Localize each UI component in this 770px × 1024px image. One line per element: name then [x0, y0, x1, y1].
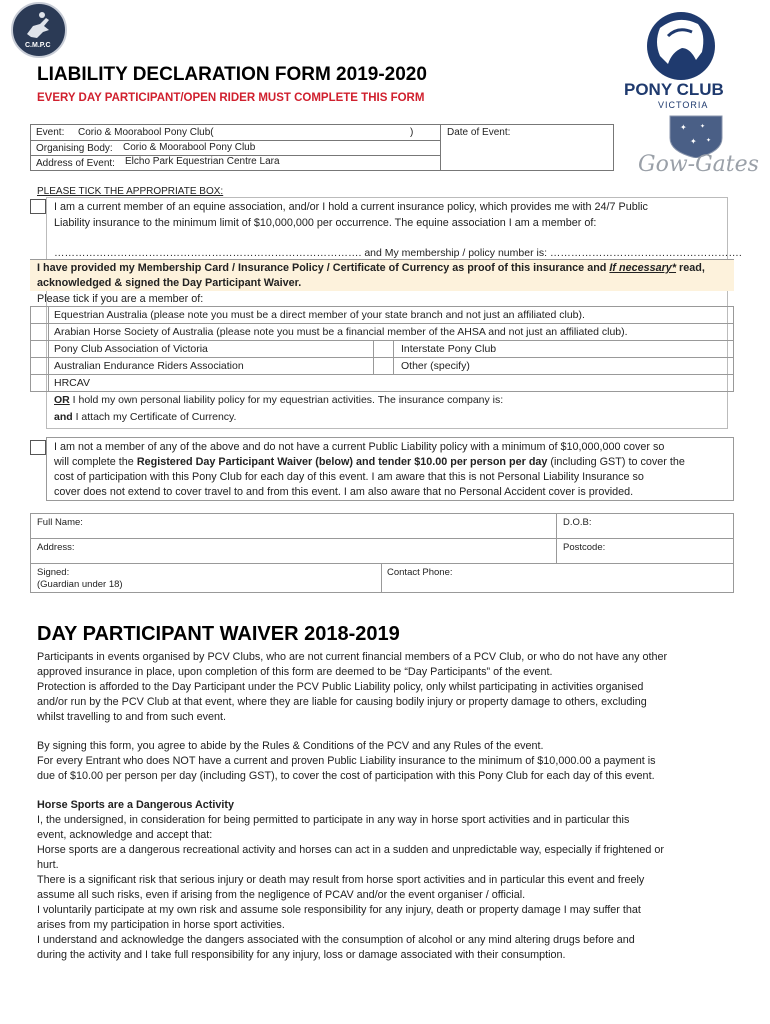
dob-field[interactable]: D.O.B: [563, 517, 592, 528]
address-field[interactable]: Address: [37, 542, 75, 553]
assoc-other-specify[interactable]: Other (specify) [401, 360, 470, 372]
option2-line3: cost of participation with this Pony Club for each day of this event. I am aware that this is not Personal Liability Insurance so [54, 471, 644, 483]
waiver-paragraph-2: By signing this form, you agree to abide by the Rules & Conditions of the PCV and any Rules of the event. For every Entrant who does NOT have a current and proven Public Liability insurance to the minimum of $10,000.00 a payment is due of $10.00 per person per day (including GST), to cover the cost of participation with this Pony Club for each day of this event. [37, 740, 656, 782]
guardian-note: (Guardian under 18) [37, 579, 123, 590]
assoc-equestrian-australia[interactable]: Equestrian Australia (please note you must be a direct member of your state branch and not just an affiliated club). [54, 309, 585, 321]
pony-club-text: PONY CLUB [624, 80, 724, 99]
assoc-arabian-horse-society[interactable]: Arabian Horse Society of Australia (please note you must be a financial member of the AHSA and not just an affiliated club). [54, 326, 628, 338]
horse-head-icon [620, 8, 742, 88]
cmpc-logo [11, 2, 67, 58]
assoc-hrcav[interactable]: HRCAV [54, 377, 90, 389]
tick-if-member-label: Please tick if you are a member of: [37, 293, 204, 305]
cmpc-text: C.M.P.C [25, 42, 51, 49]
option2-line2: will complete the Registered Day Participant Waiver (below) and tender $10.00 per person per day (including GST) to cover the [54, 456, 685, 468]
waiver-title: DAY PARTICIPANT WAIVER 2018-2019 [37, 623, 400, 645]
danger-heading: Horse Sports are a Dangerous Activity [37, 799, 235, 811]
form-subtitle: EVERY DAY PARTICIPANT/OPEN RIDER MUST COMPLETE THIS FORM [37, 92, 425, 104]
membership-number-line[interactable]: ……………………………………………………………………………. and My membership / policy number is: ………………………………………………. [54, 247, 742, 259]
assoc-pony-club-vic[interactable]: Pony Club Association of Victoria [54, 343, 208, 355]
date-of-event-label[interactable]: Date of Event: [447, 127, 511, 138]
option1-text-line2: Liability insurance to the minimum limit of $10,000,000 per occurrence. The equine association I am a member of: [54, 217, 597, 229]
waiver-paragraph-3: I, the undersigned, in consideration for being permitted to participate in any way in horse sport activities and in particular this event, acknowledge and accept that: Horse sports are a dangerous recreational activity and horses can act in a sudden and unpredictable way, especially if frightened or hurt. There is a significant risk that serious injury or death may result from horse sport activities and in particular this event and freely assume all such risks, even if arising from the negligence of PCAV and/or the event organiser / official. I voluntarily participate at my own risk and assume sole responsibility for any injury, death or property damage I may suffer that arises from my participation in horse sport activities. I understand and acknowledge the dangers associated with the consumption of alcohol or any mind altering drugs before and during the activity and I take full responsibility for any injury, loss or damage associated with their consumption. [37, 814, 664, 961]
gow-gates-text: Gow-Gates [638, 152, 759, 177]
proof-statement-line2: acknowledged & signed the Day Participant Waiver. [37, 277, 302, 289]
svg-text:✦: ✦ [690, 137, 697, 146]
contact-phone-field[interactable]: Contact Phone: [387, 567, 453, 578]
assoc-interstate-pony-club[interactable]: Interstate Pony Club [401, 343, 497, 355]
option2-checkbox[interactable] [30, 440, 46, 455]
own-policy-statement: OR I hold my own personal liability policy for my equestrian activities. The insurance company is: [54, 394, 504, 406]
victoria-text: VICTORIA [658, 100, 709, 110]
svg-text:✦: ✦ [680, 123, 687, 132]
full-name-field[interactable]: Full Name: [37, 517, 83, 528]
gow-gates-logo [636, 114, 759, 188]
option1-text-line1: I am a current member of an equine association, and/or I hold a current insurance policy, which provides me with 24/7 Public [54, 201, 648, 213]
assoc-endurance-riders[interactable]: Australian Endurance Riders Association [54, 360, 244, 372]
svg-text:✦: ✦ [706, 138, 712, 144]
proof-statement: I have provided my Membership Card / Insurance Policy / Certificate of Currency as proof of this insurance and If necessary* read, [37, 262, 705, 274]
event-paren: ) [410, 127, 414, 138]
svg-text:✦: ✦ [700, 124, 706, 130]
event-value[interactable]: Corio & Moorabool Pony Club( [78, 127, 214, 138]
tick-heading: PLEASE TICK THE APPROPRIATE BOX: [37, 186, 224, 197]
address-of-event-label: Address of Event: [36, 158, 115, 169]
waiver-paragraph-1: Participants in events organised by PCV Clubs, who are not current financial members of a PCV Club, or who do not have any other approved insurance in place, upon completion of this form are deemed to be “Day Participants” of the event. Protection is afforded to the Day Participant under the PCV Public Liability policy, only whilst participating in activities organised and/or run by the PCV Club at that event, where they are liable for causing bodily injury or property damage to others, excluding whilst travelling to and from such event. [37, 651, 668, 723]
postcode-field[interactable]: Postcode: [563, 542, 606, 553]
event-label: Event: [36, 127, 65, 138]
organising-body-label: Organising Body: [36, 143, 113, 154]
attach-certificate-statement: and I attach my Certificate of Currency. [54, 411, 237, 423]
signed-field[interactable]: Signed: [37, 567, 70, 578]
form-title: LIABILITY DECLARATION FORM 2019-2020 [37, 64, 427, 85]
option2-line4: cover does not extend to cover travel to and from this event. I am also aware that no Personal Accident cover is provided. [54, 486, 634, 498]
address-of-event-value[interactable]: Elcho Park Equestrian Centre Lara [125, 156, 280, 167]
pony-club-logo [620, 8, 742, 116]
option1-checkbox[interactable] [30, 199, 46, 214]
organising-body-value[interactable]: Corio & Moorabool Pony Club [123, 142, 256, 153]
option2-line1: I am not a member of any of the above and do not have a current Public Liability policy with a minimum of $10,000,000 cover so [54, 441, 665, 453]
participant-details-table [30, 513, 734, 593]
